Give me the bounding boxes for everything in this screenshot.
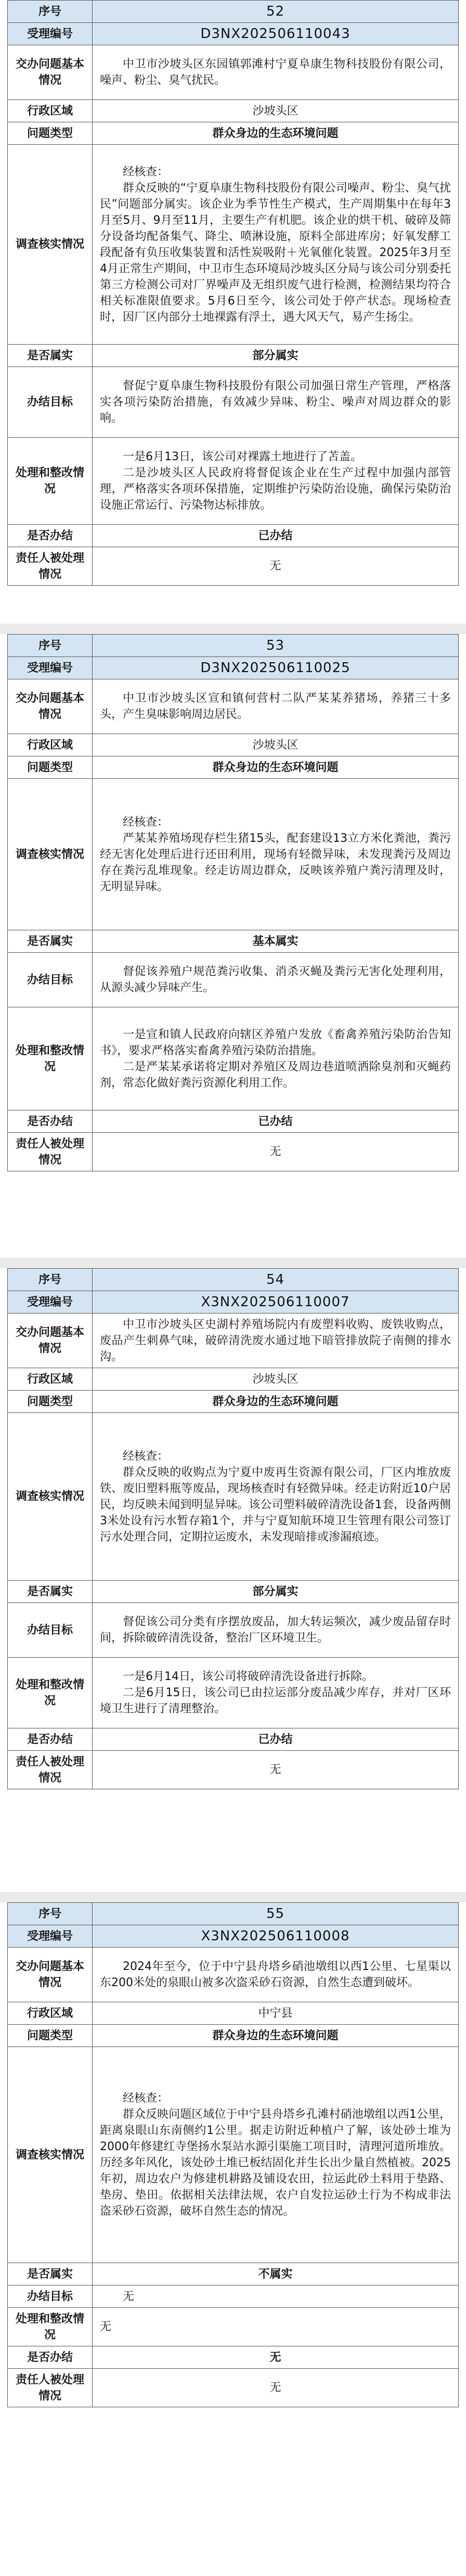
label-goal: 办结目标 xyxy=(8,367,93,438)
row-verdict xyxy=(8,345,459,367)
value-investigation xyxy=(93,2047,459,2263)
row-type xyxy=(8,756,459,779)
label-area: 行政区域 xyxy=(8,2002,93,2025)
label-goal: 办结目标 xyxy=(8,953,93,1007)
row-verdict xyxy=(8,1581,459,1603)
value-area: 中宁县 xyxy=(93,2002,459,2025)
value-code: X3NX202506110008 xyxy=(93,1925,459,1948)
value-accountability: 无 xyxy=(93,2369,459,2407)
row-accountability xyxy=(8,547,459,586)
row-verdict xyxy=(8,930,459,953)
label-investigation: 调查核实情况 xyxy=(8,145,93,345)
label-closed: 是否办结 xyxy=(8,525,93,547)
value-closed: 已办结 xyxy=(93,525,459,547)
value-investigation xyxy=(93,779,459,930)
value-goal: 督促宁夏阜康生物科技股份有限公司加强日常生产管理，严格落实各项污染防治措施，有效减少异味、粉尘、噪声对周边群众的影响。 xyxy=(93,367,459,438)
label-type: 问题类型 xyxy=(8,2025,93,2047)
value-type: 群众身边的生态环境问题 xyxy=(93,756,459,779)
row-no xyxy=(8,635,459,657)
value-handling xyxy=(93,1007,459,1110)
row-type xyxy=(8,1391,459,1413)
value-area: 沙坡头区 xyxy=(93,734,459,756)
row-accountability xyxy=(8,2369,459,2407)
value-verdict: 部分属实 xyxy=(93,345,459,367)
value-problem: 2024年至今，位于中宁县舟塔乡硝池墩组以西1公里、七星渠以东200米处的泉眼山被多次盗采砂石资源，自然生态遭到破坏。 xyxy=(93,1948,459,2002)
row-problem xyxy=(8,1948,459,2002)
row-problem xyxy=(8,1314,459,1368)
value-code: D3NX202506110043 xyxy=(93,23,459,45)
label-code: 受理编号 xyxy=(8,1291,93,1314)
value-handling xyxy=(93,1658,459,1728)
case-separator xyxy=(0,1258,466,1268)
row-handling xyxy=(8,438,459,525)
row-goal xyxy=(8,2285,459,2308)
case-table xyxy=(7,1268,459,1789)
value-closed: 已办结 xyxy=(93,1110,459,1133)
row-no xyxy=(8,1269,459,1291)
investigation-paragraph: 经核查： xyxy=(123,815,169,829)
value-closed: 无 xyxy=(93,2346,459,2369)
investigation-paragraph: 经核查： xyxy=(123,2092,169,2105)
value-type: 群众身边的生态环境问题 xyxy=(93,2025,459,2047)
label-accountability: 责任人被处理情况 xyxy=(8,2369,93,2407)
value-accountability: 无 xyxy=(93,547,459,586)
label-no: 序号 xyxy=(8,635,93,657)
row-handling xyxy=(8,1658,459,1728)
value-type: 群众身边的生态环境问题 xyxy=(93,1391,459,1413)
case-table xyxy=(7,0,459,586)
value-accountability: 无 xyxy=(93,1133,459,1171)
row-investigation xyxy=(8,1413,459,1581)
row-no xyxy=(8,1903,459,1925)
label-goal: 办结目标 xyxy=(8,2285,93,2308)
value-no: 55 xyxy=(93,1903,459,1925)
case-table xyxy=(7,634,459,1171)
row-area xyxy=(8,1368,459,1391)
row-problem xyxy=(8,45,459,100)
label-code: 受理编号 xyxy=(8,1925,93,1948)
value-handling xyxy=(93,2308,459,2346)
label-accountability: 责任人被处理情况 xyxy=(8,1751,93,1789)
row-investigation xyxy=(8,779,459,930)
label-goal: 办结目标 xyxy=(8,1603,93,1658)
label-verdict: 是否属实 xyxy=(8,930,93,953)
label-no: 序号 xyxy=(8,1903,93,1925)
case-table-53 xyxy=(7,634,459,1171)
case-table xyxy=(7,1902,459,2407)
value-investigation xyxy=(93,1413,459,1581)
value-no: 53 xyxy=(93,635,459,657)
investigation-paragraph: 群众反映问题区域位于中宁县舟塔乡孔滩村硝池墩组以西1公里，距离泉眼山东南侧约1公里。据走访附近种植户了解，该处砂土堆为2000年修建红寺堡扬水泵站水源引渠施工项目时，清理河道所堆放。历经多年风化，该处砂土堆已板结固化并生长出少量自然植被。2025年初，周边农户为修建机耕路及铺设农田，拉运此砂土料用于垫路、垫房、垫田。依据相关法律法规，农户自发拉运砂土行为不构成非法盗采砂石资源，破坏自然生态的情况。 xyxy=(100,2108,451,2218)
label-no: 序号 xyxy=(8,1,93,23)
label-problem: 交办问题基本情况 xyxy=(8,1948,93,2002)
value-goal: 督促该养殖户规范粪污收集、消杀灭蝇及粪污无害化处理利用，从源头减少异味产生。 xyxy=(93,953,459,1007)
row-goal xyxy=(8,953,459,1007)
row-problem xyxy=(8,679,459,734)
row-code xyxy=(8,23,459,45)
row-verdict xyxy=(8,2263,459,2285)
label-closed: 是否办结 xyxy=(8,1110,93,1133)
row-accountability xyxy=(8,1133,459,1171)
row-code xyxy=(8,1925,459,1948)
row-investigation xyxy=(8,2047,459,2263)
handling-paragraph: 一是6月13日，该公司对裸露土地进行了苫盖。 xyxy=(123,450,362,463)
handling-paragraph: 二是严某某承诺将定期对养殖区及周边巷道喷洒除臭剂和灭蝇药剂，常态化做好粪污资源化利用工作。 xyxy=(100,1060,451,1090)
value-no: 52 xyxy=(93,1,459,23)
label-type: 问题类型 xyxy=(8,1391,93,1413)
handling-paragraph: 二是沙坡头区人民政府将督促该企业在生产过程中加强内部管理，严格落实各项环保措施，定期维护污染防治设施，确保污染防治设施正常运行、污染物达标排放。 xyxy=(100,466,451,512)
label-code: 受理编号 xyxy=(8,657,93,679)
label-investigation: 调查核实情况 xyxy=(8,779,93,930)
label-area: 行政区域 xyxy=(8,100,93,122)
row-area xyxy=(8,2002,459,2025)
label-verdict: 是否属实 xyxy=(8,1581,93,1603)
row-code xyxy=(8,1291,459,1314)
value-handling xyxy=(93,438,459,525)
label-no: 序号 xyxy=(8,1269,93,1291)
row-type xyxy=(8,2025,459,2047)
value-type: 群众身边的生态环境问题 xyxy=(93,122,459,145)
handling-paragraph: 二是6月15日，该公司已由拉运部分废品减少库存，并对厂区环境卫生进行了清理整治。 xyxy=(100,1686,451,1715)
row-investigation xyxy=(8,145,459,345)
row-code xyxy=(8,657,459,679)
value-area: 沙坡头区 xyxy=(93,100,459,122)
value-problem: 中卫市沙坡头区史湖村养殖场院内有废塑料收购、废铁收购点，废品产生刺鼻气味，破碎清洗废水通过地下暗管排放院子南侧的排水沟。 xyxy=(93,1314,459,1368)
value-verdict: 基本属实 xyxy=(93,930,459,953)
case-separator xyxy=(0,1892,466,1902)
row-closed xyxy=(8,1110,459,1133)
investigation-paragraph: 群众反映的收购点为宁夏中废再生资源有限公司，厂区内堆放废铁、废旧塑料瓶等废品，现场核查时有轻微异味。经走访附近10户居民，均反映未闻到明显异味。该公司塑料破碎清洗设备1套，设备两侧3米处设有污水暂存箱1个，并与宁夏知航环境卫生管理有限公司签订污水处理合同，定期拉运废水，未发现暗排或渗漏痕迹。 xyxy=(100,1466,451,1544)
value-investigation xyxy=(93,145,459,345)
label-problem: 交办问题基本情况 xyxy=(8,1314,93,1368)
investigation-paragraph: 经核查： xyxy=(123,165,169,179)
case-table-52 xyxy=(7,0,459,586)
label-accountability: 责任人被处理情况 xyxy=(8,547,93,586)
value-code: D3NX202506110025 xyxy=(93,657,459,679)
value-goal: 无 xyxy=(93,2285,459,2308)
label-problem: 交办问题基本情况 xyxy=(8,679,93,734)
label-type: 问题类型 xyxy=(8,122,93,145)
label-type: 问题类型 xyxy=(8,756,93,779)
case-table-54 xyxy=(7,1268,459,1789)
label-area: 行政区域 xyxy=(8,734,93,756)
row-area xyxy=(8,734,459,756)
label-accountability: 责任人被处理情况 xyxy=(8,1133,93,1171)
value-goal: 督促该公司分类有序摆放废品，加大转运频次，减少废品留存时间，拆除破碎清洗设备，整治厂区环境卫生。 xyxy=(93,1603,459,1658)
value-verdict: 部分属实 xyxy=(93,1581,459,1603)
row-goal xyxy=(8,1603,459,1658)
label-handling: 处理和整改情况 xyxy=(8,1007,93,1110)
label-handling: 处理和整改情况 xyxy=(8,1658,93,1728)
handling-paragraph: 一是6月14日，该公司将破碎清洗设备进行拆除。 xyxy=(123,1670,373,1683)
row-area xyxy=(8,100,459,122)
row-accountability xyxy=(8,1751,459,1789)
value-verdict: 不属实 xyxy=(93,2263,459,2285)
value-problem: 中卫市沙坡头区东园镇郭滩村宁夏阜康生物科技股份有限公司，噪声、粉尘、臭气扰民。 xyxy=(93,45,459,100)
investigation-paragraph: 群众反映的“宁夏阜康生物科技股份有限公司噪声、粉尘、臭气扰民”问题部分属实。该企业为季节性生产模式，生产周期集中在每年3月至5月、9月至11月，主要生产有机肥。该企业的烘干机、破碎及筛分设备均配备集气、降尘、喷淋设施，原料全部进库房；好氧发酵工段配备有负压收集装置和活性炭吸附＋光氧催化装置。2025年3月至4月正常生产期间，中卫市生态环境局沙坡头区分局与该公司分别委托第三方检测公司对厂界噪声及无组织废气进行检测，检测结果均符合相关标准限值要求。5月6日至今，该公司处于停产状态。现场检查时，因厂区内部分土地裸露有浮土，遇大风天气，易产生扬尘。 xyxy=(100,181,451,324)
value-closed: 已办结 xyxy=(93,1728,459,1751)
row-type xyxy=(8,122,459,145)
label-handling: 处理和整改情况 xyxy=(8,438,93,525)
label-handling: 处理和整改情况 xyxy=(8,2308,93,2346)
value-area: 沙坡头区 xyxy=(93,1368,459,1391)
label-verdict: 是否属实 xyxy=(8,345,93,367)
case-separator xyxy=(0,624,466,634)
value-accountability: 无 xyxy=(93,1751,459,1789)
investigation-paragraph: 严某某养殖场现存栏生猪15头，配套建设13立方米化粪池，粪污经无害化处理后进行还田利用，现场有轻微异味，未发现粪污及周边存在粪污乱堆现象。经走访周边群众，反映该养殖户粪污清理及时，无明显异味。 xyxy=(100,831,451,893)
label-area: 行政区域 xyxy=(8,1368,93,1391)
label-problem: 交办问题基本情况 xyxy=(8,45,93,100)
label-closed: 是否办结 xyxy=(8,1728,93,1751)
case-table-55 xyxy=(7,1902,459,2407)
handling-paragraph: 一是宣和镇人民政府向辖区养殖户发放《畜禽养殖污染防治告知书》，要求严格落实畜禽养殖污染防治措施。 xyxy=(100,1028,451,1057)
row-closed xyxy=(8,1728,459,1751)
label-verdict: 是否属实 xyxy=(8,2263,93,2285)
row-closed xyxy=(8,525,459,547)
label-code: 受理编号 xyxy=(8,23,93,45)
row-handling xyxy=(8,1007,459,1110)
handling-paragraph: 无 xyxy=(100,2320,112,2333)
value-no: 54 xyxy=(93,1269,459,1291)
row-handling xyxy=(8,2308,459,2346)
value-code: X3NX202506110007 xyxy=(93,1291,459,1314)
row-no xyxy=(8,1,459,23)
label-investigation: 调查核实情况 xyxy=(8,2047,93,2263)
label-closed: 是否办结 xyxy=(8,2346,93,2369)
row-closed xyxy=(8,2346,459,2369)
row-goal xyxy=(8,367,459,438)
value-problem: 中卫市沙坡头区宣和镇何营村二队严某某养猪场，养猪三十多头，产生臭味影响周边居民。 xyxy=(93,679,459,734)
label-investigation: 调查核实情况 xyxy=(8,1413,93,1581)
investigation-paragraph: 经核查： xyxy=(123,1449,169,1463)
